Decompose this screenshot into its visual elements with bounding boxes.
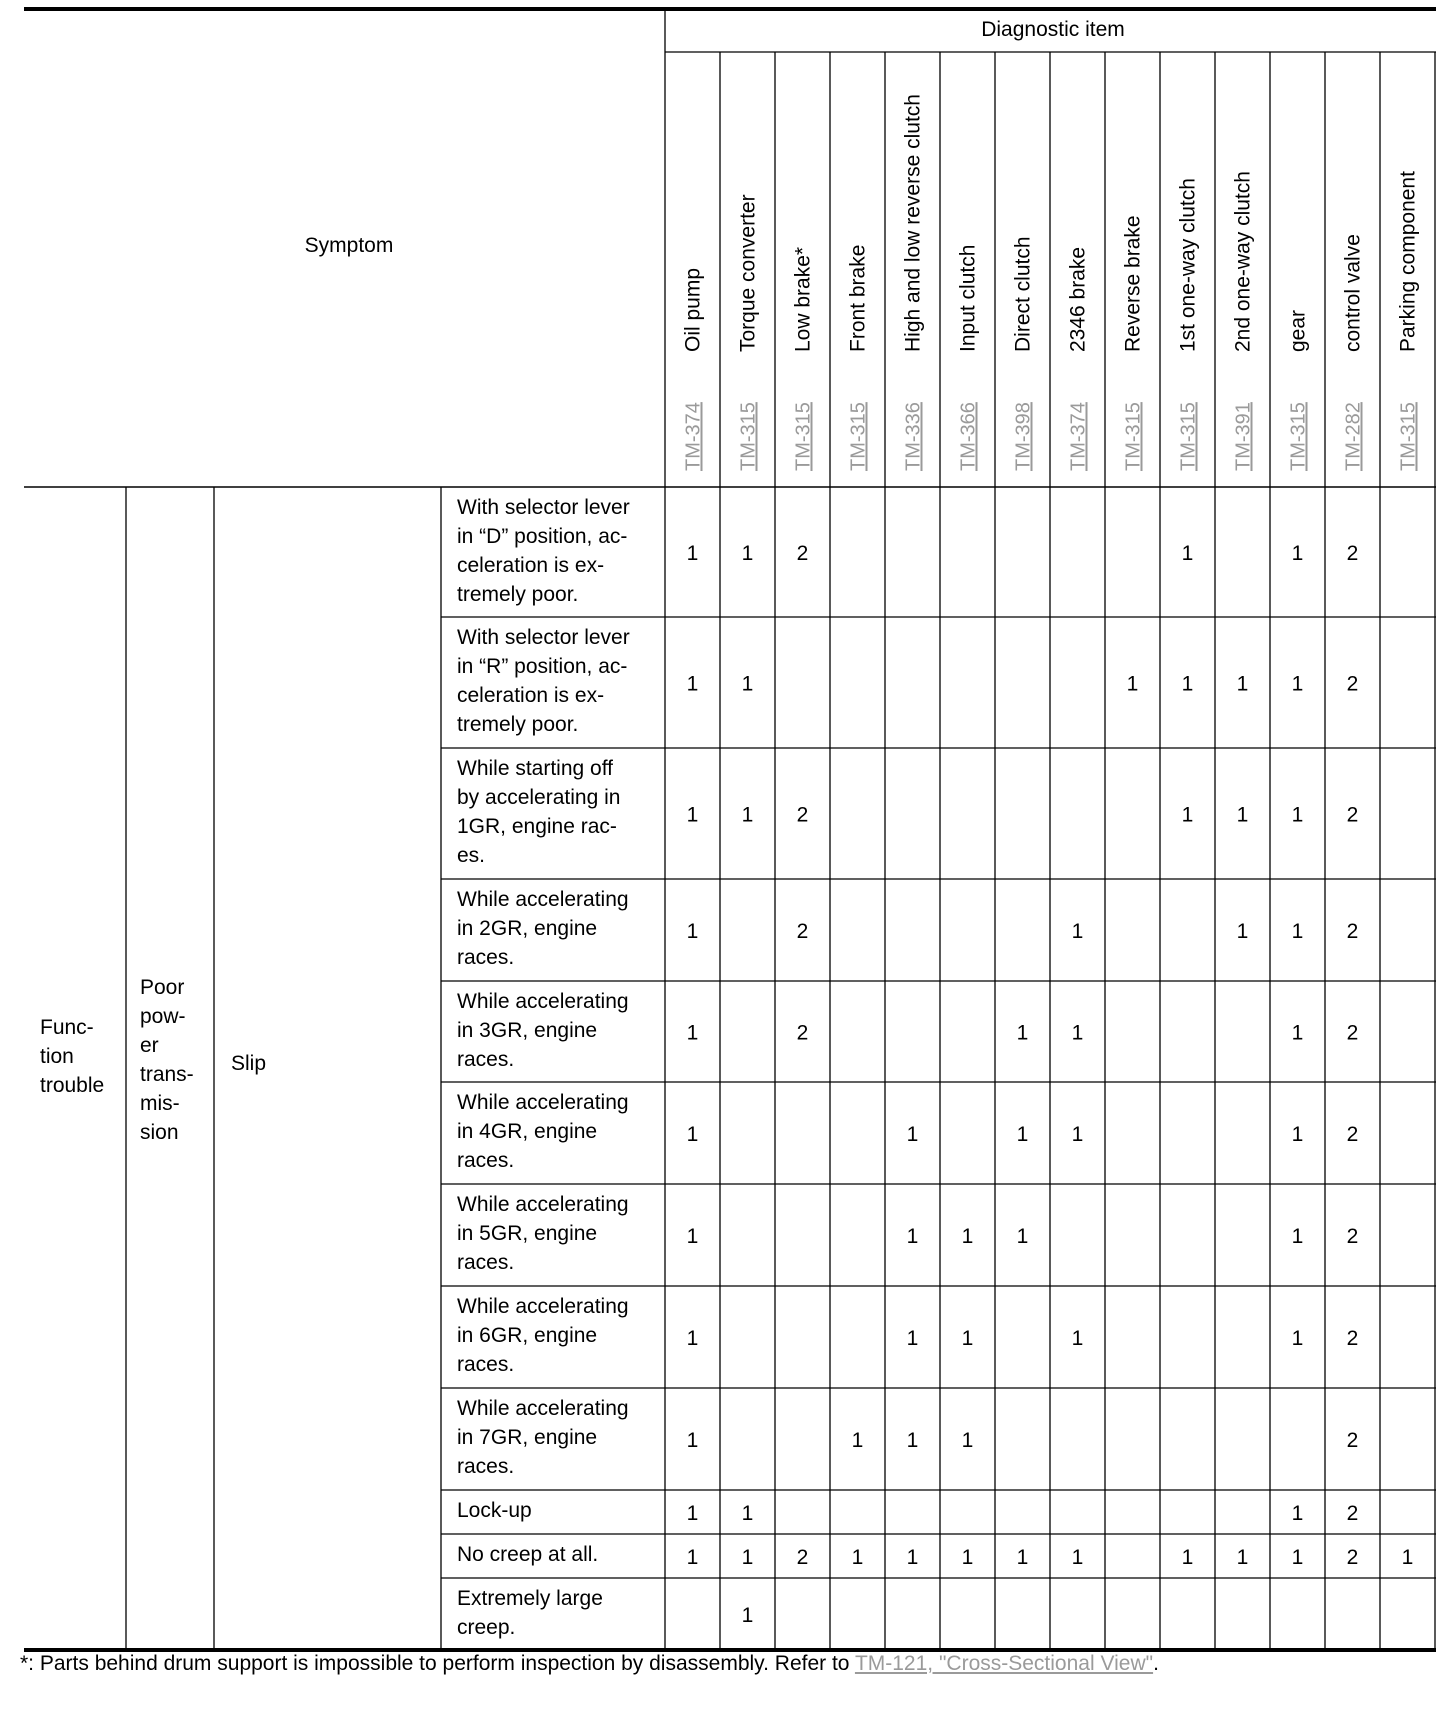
symptom-row-label: With selector lever xyxy=(457,496,630,519)
symptom-header: Symptom xyxy=(304,234,394,257)
diagnostic-value: 2 xyxy=(796,920,809,943)
symptom-row-label: With selector lever xyxy=(457,626,630,649)
diagnostic-value: 1 xyxy=(1071,1021,1084,1045)
symptom-row-label: While accelerating xyxy=(457,888,629,911)
diagnostic-value: 1 xyxy=(686,803,699,827)
item-reference-link[interactable]: TM-315 xyxy=(1397,402,1420,471)
symptom-row-label: While accelerating xyxy=(457,1091,629,1114)
symptom-row-label: in 5GR, engine xyxy=(457,1222,598,1245)
diagnostic-value: 1 xyxy=(1181,542,1194,565)
diagnostic-item-label: High and low reverse clutch xyxy=(901,94,925,352)
poor-power-transmission-label: mis- xyxy=(140,1092,180,1115)
item-reference-link[interactable]: TM-366 xyxy=(957,402,980,471)
diagnostic-value: 1 xyxy=(1016,1546,1029,1569)
diagnostic-value: 1 xyxy=(906,1546,919,1569)
diagnostic-value: 1 xyxy=(1071,1123,1084,1146)
diagnostic-value: 2 xyxy=(1346,1021,1359,1045)
diagnostic-value: 1 xyxy=(1291,1225,1304,1248)
symptom-row-label: in 4GR, engine xyxy=(457,1120,598,1143)
item-reference-link[interactable]: TM-282 xyxy=(1342,402,1365,471)
item-reference-link[interactable]: TM-315 xyxy=(737,402,760,471)
item-reference-link[interactable]: TM-374 xyxy=(1067,402,1090,471)
footnote xyxy=(20,1652,1159,1676)
diagnostic-value: 2 xyxy=(1346,672,1359,696)
symptom-row-label: es. xyxy=(457,844,486,867)
diagnostic-value: 1 xyxy=(906,1225,919,1248)
diagnostic-value: 1 xyxy=(741,1604,754,1627)
diagnostic-value: 1 xyxy=(1016,1123,1029,1146)
symptom-row-label: While accelerating xyxy=(457,1397,629,1420)
diagnostic-value: 1 xyxy=(906,1123,919,1146)
diagnostic-value: 1 xyxy=(686,1546,699,1569)
diagnostic-value: 1 xyxy=(686,1225,699,1248)
diagnostic-value: 1 xyxy=(1291,672,1304,696)
item-reference-link[interactable]: TM-398 xyxy=(1012,402,1035,471)
diagnostic-value: 2 xyxy=(1346,1123,1359,1146)
item-reference-link[interactable]: TM-374 xyxy=(682,402,705,471)
symptom-row-label: No creep at all. xyxy=(457,1543,599,1566)
function-trouble-label: tion xyxy=(40,1045,74,1068)
diagnostic-item-label: Torque converter xyxy=(736,194,760,352)
item-reference-link[interactable]: TM-391 xyxy=(1232,402,1255,471)
diagnostic-value: 1 xyxy=(741,803,754,827)
item-reference-link[interactable]: TM-336 xyxy=(902,402,925,471)
diagnostic-value: 1 xyxy=(1126,672,1139,696)
diagnostic-value: 1 xyxy=(686,1327,699,1350)
diagnostic-value: 2 xyxy=(796,542,809,565)
diagnostic-value: 1 xyxy=(686,1429,699,1452)
diagnostic-value: 1 xyxy=(1016,1225,1029,1248)
diagnostic-value: 1 xyxy=(1181,1546,1194,1569)
symptom-row-label: races. xyxy=(457,1048,515,1071)
symptom-row-label: Extremely large xyxy=(457,1587,603,1610)
diagnostic-value: 1 xyxy=(961,1546,974,1569)
diagnostic-value: 1 xyxy=(741,542,754,565)
poor-power-transmission-label: Poor xyxy=(140,976,185,999)
diagnostic-value: 1 xyxy=(1291,1502,1304,1525)
diagnostic-item-label: Front brake xyxy=(846,244,870,352)
diagnostic-item-label: gear xyxy=(1286,309,1310,352)
diagnostic-value: 1 xyxy=(1071,920,1084,943)
diagnostic-value: 2 xyxy=(1346,1502,1359,1525)
symptom-row-label: creep. xyxy=(457,1616,516,1639)
symptom-row-label: races. xyxy=(457,946,515,969)
diagnostic-value: 1 xyxy=(741,672,754,696)
symptom-row-label: While accelerating xyxy=(457,1193,629,1216)
symptom-row-label: races. xyxy=(457,1353,515,1376)
diagnostic-value: 2 xyxy=(796,1546,809,1569)
symptom-row-label: tremely poor. xyxy=(457,713,579,736)
diagnostic-value: 1 xyxy=(1291,1327,1304,1350)
symptom-row-label: in 6GR, engine xyxy=(457,1324,598,1347)
symptom-row-label: While accelerating xyxy=(457,1295,629,1318)
diagnostic-value: 1 xyxy=(1181,803,1194,827)
diagnostic-value: 1 xyxy=(1236,672,1249,696)
diagnostic-value: 1 xyxy=(686,1123,699,1146)
diagnostic-value: 1 xyxy=(1181,672,1194,696)
diagnostic-value: 1 xyxy=(1291,1021,1304,1045)
diagnostic-value: 1 xyxy=(1291,1546,1304,1569)
diagnostic-value: 1 xyxy=(1071,1546,1084,1569)
diagnostic-value: 1 xyxy=(686,1502,699,1525)
diagnostic-value: 2 xyxy=(1346,1429,1359,1452)
poor-power-transmission-label: sion xyxy=(140,1121,179,1144)
symptom-row-label: While starting off xyxy=(457,757,614,780)
diagnostic-value: 1 xyxy=(961,1225,974,1248)
diagnostic-item-label: Direct clutch xyxy=(1011,236,1035,352)
poor-power-transmission-label: er xyxy=(140,1034,159,1057)
poor-power-transmission-label: pow- xyxy=(140,1005,186,1028)
diagnostic-value: 1 xyxy=(1016,1021,1029,1045)
diagnostic-value: 1 xyxy=(686,542,699,565)
diagnostic-value: 2 xyxy=(1346,803,1359,827)
diagnostic-item-label: Reverse brake xyxy=(1121,215,1145,352)
function-trouble-label: trouble xyxy=(40,1074,105,1097)
slip-label: Slip xyxy=(231,1052,267,1075)
symptom-row-label: in 3GR, engine xyxy=(457,1019,598,1042)
diagnostic-value: 2 xyxy=(796,1021,809,1045)
diagnostic-value: 1 xyxy=(1071,1327,1084,1350)
diagnostic-value: 1 xyxy=(1236,1546,1249,1569)
diagnostic-item-label: 2nd one-way clutch xyxy=(1231,171,1255,352)
item-reference-link[interactable]: TM-315 xyxy=(847,402,870,471)
diagnostic-value: 1 xyxy=(1291,920,1304,943)
diagnostic-value: 1 xyxy=(851,1429,864,1452)
diagnostic-value: 1 xyxy=(686,672,699,696)
symptom-row-label: Lock-up xyxy=(457,1499,532,1522)
symptom-row-label: races. xyxy=(457,1455,515,1478)
item-reference-link[interactable]: TM-315 xyxy=(792,402,815,471)
diagnostic-item-label: control valve xyxy=(1341,234,1365,352)
poor-power-transmission-label: trans- xyxy=(140,1063,194,1086)
diagnostic-value: 2 xyxy=(796,803,809,827)
diagnostic-value: 1 xyxy=(1291,1123,1304,1146)
diagnostic-value: 1 xyxy=(906,1327,919,1350)
diagnostic-value: 1 xyxy=(1291,542,1304,565)
diagnostic-item-label: Low brake* xyxy=(791,246,815,352)
symptom-row-label: While accelerating xyxy=(457,990,629,1013)
diagnostic-value: 1 xyxy=(906,1429,919,1452)
diagnostic-item-label: 1st one-way clutch xyxy=(1176,178,1200,352)
diagnostic-value: 1 xyxy=(851,1546,864,1569)
diagnostic-value: 1 xyxy=(1236,920,1249,943)
item-reference-link[interactable]: TM-315 xyxy=(1122,402,1145,471)
symptom-row-label: in 7GR, engine xyxy=(457,1426,598,1449)
diagnostic-value: 1 xyxy=(961,1327,974,1350)
item-reference-link[interactable]: TM-315 xyxy=(1177,402,1200,471)
symptom-row-label: in 2GR, engine xyxy=(457,917,598,940)
diagnostic-value: 1 xyxy=(741,1502,754,1525)
footnote-link[interactable]: TM-121, "Cross-Sectional View" xyxy=(854,1652,1154,1675)
function-trouble-label: Func- xyxy=(40,1016,94,1039)
symptom-row-label: celeration is ex- xyxy=(457,684,605,707)
diagnostic-value: 1 xyxy=(961,1429,974,1452)
symptom-row-label: celeration is ex- xyxy=(457,554,605,577)
symptom-row-label: races. xyxy=(457,1149,515,1172)
symptom-row-label: in “R” position, ac- xyxy=(457,655,628,678)
symptom-row-label: by accelerating in xyxy=(457,786,621,809)
diagnostic-item-label: Input clutch xyxy=(956,244,980,352)
symptom-row-label: in “D” position, ac- xyxy=(457,525,628,548)
symptom-row-label: 1GR, engine rac- xyxy=(457,815,617,838)
diagnostic-value: 2 xyxy=(1346,1546,1359,1569)
diagnostic-value: 2 xyxy=(1346,1327,1359,1350)
diagnostic-value: 1 xyxy=(686,920,699,943)
diagnostic-value: 2 xyxy=(1346,1225,1359,1248)
item-reference-link[interactable]: TM-315 xyxy=(1287,402,1310,471)
footnote-end: . xyxy=(1153,1652,1159,1675)
footnote-text: *: Parts behind drum support is impossible to perform inspection by disassembly. Refer to xyxy=(20,1652,855,1675)
diagnostic-item-label: Parking component xyxy=(1396,171,1420,352)
diagnostic-value: 1 xyxy=(1401,1546,1414,1569)
symptom-row-label: tremely poor. xyxy=(457,583,579,606)
diagnostic-value: 1 xyxy=(1291,803,1304,827)
diagnostic-value: 1 xyxy=(686,1021,699,1045)
diagnostic-item-label: 2346 brake xyxy=(1066,246,1090,352)
symptom-row-label: races. xyxy=(457,1251,515,1274)
diagnostic-value: 1 xyxy=(741,1546,754,1569)
diagnostic-item-header: Diagnostic item xyxy=(981,18,1125,41)
diagnostic-item-label: Oil pump xyxy=(681,267,705,352)
diagnostic-value: 2 xyxy=(1346,542,1359,565)
diagnostic-value: 2 xyxy=(1346,920,1359,943)
diagnostic-value: 1 xyxy=(1236,803,1249,827)
